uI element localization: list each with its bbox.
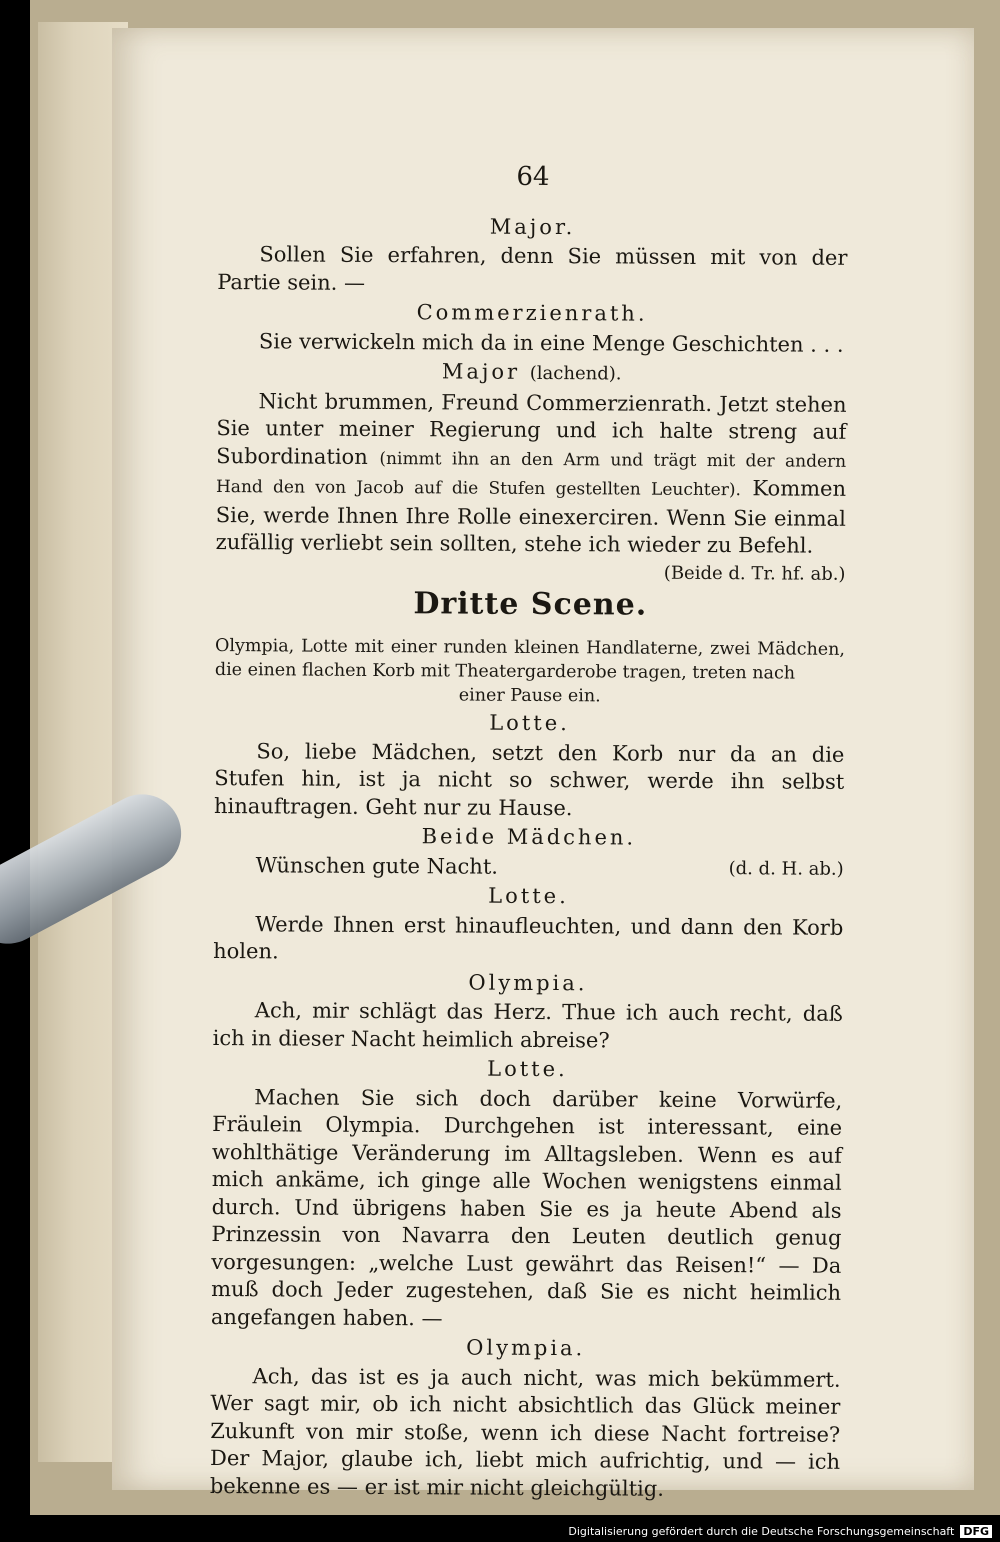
dialogue-paragraph: Nicht brummen, Freund Commerzienrath. Jetzt stehen Sie unter meiner Regierung und ich halte streng auf Subordination (nimmt ihn an den Arm und trägt mit der andern Hand den von Jacob auf die Stufen gestellten Leuchter). Kommen Sie, werde Ihnen Ihre Rolle einexerciren. Wenn Sie einmal zufällig verliebt sein sollten, stehe ich wieder zu Befehl. (Beide d. Tr. hf. ab.) <box>216 387 847 560</box>
speaker-label: Lotte. <box>489 710 570 736</box>
dialogue-paragraph: Werde Ihnen erst hinaufleuchten, und dann den Korb holen. <box>213 911 844 964</box>
dfg-logo: DFG <box>960 1525 992 1538</box>
speaker-label: Olympia. <box>468 970 588 995</box>
footer-text: Digitalisierung gefördert durch die Deutsche Forschungsgemeinschaft <box>568 1525 955 1538</box>
footer-credit <box>0 1522 1000 1542</box>
dialogue-paragraph: Machen Sie sich doch darüber keine Vorwürfe, Fräulein Olympia. Durchgehen ist interessant, eine wohlthätige Veränderung im Alltagsleben. Wenn es auf mich ankäme, ich ginge alle Wochen wenigstens einmal durch. Und übrigens haben Sie es ja heute Abend als Prinzessin von Navarra den Leuten deutlich genug vorgesungen: „welche Lust gewährt das Reisen!“ — Da muß doch Jeder zugestehen, daß Sie es nicht heimlich angefangen haben. — <box>210 1084 843 1330</box>
stage-direction: (lachend). <box>529 362 622 385</box>
speaker-label: Major (lachend). <box>441 359 622 385</box>
scene-description: Olympia, Lotte mit einer runden kleinen Handlaterne, zwei Mädchen, die einen flachen Korb mit Theatergarderobe tragen, treten nach einer Pause ein. <box>214 635 846 707</box>
stage-direction: (nimmt ihn an den Arm und trägt mit der andern Hand den von Jacob auf die Stufen gestellten Leuchter). <box>215 448 847 501</box>
dialogue-paragraph: Sollen Sie erfahren, denn Sie müssen mit von der Partie sein. — <box>217 242 848 295</box>
speaker-label: Beide Mädchen. <box>421 824 637 850</box>
scene-heading: Dritte Scene. <box>413 585 648 623</box>
speaker-label: Lotte. <box>488 883 569 909</box>
speaker-label: Olympia. <box>466 1335 586 1361</box>
dialogue-paragraph: Sie verwickeln mich da in eine Menge Geschichten . . . <box>258 328 844 357</box>
exit-direction: (Beide d. Tr. hf. ab.) <box>663 562 846 585</box>
dialogue-paragraph: Wünschen gute Nacht. (d. d. H. ab.) <box>214 851 844 882</box>
page-number: 64 <box>516 161 550 193</box>
exit-direction: (d. d. H. ab.) <box>728 857 844 880</box>
dialogue-paragraph: So, liebe Mädchen, setzt den Korb nur da an die Stufen hin, ist ja nicht so schwer, werde ihn selbst hinauftragen. Geht nur zu Hause. <box>213 738 845 820</box>
speaker-label: Lotte. <box>487 1056 568 1082</box>
speaker-label: Major. <box>489 214 576 239</box>
page-text <box>210 162 848 1504</box>
dialogue-paragraph: Ach, das ist es ja auch nicht, was mich bekümmert. Wer sagt mir, ob ich nicht absichtlich das Glück meiner Zukunft von mir stoße, wenn ich diese Nacht fortreise? Der Major, glaube ich, liebt mich aufrichtig, und — ich bekenne es — er ist mir nicht gleichgültig. <box>209 1363 841 1501</box>
dialogue-paragraph: Ach, mir schlägt das Herz. Thue ich auch recht, daß ich in dieser Nacht heimlich abreise? <box>212 998 843 1052</box>
speaker-label: Commerzienrath. <box>416 300 648 326</box>
